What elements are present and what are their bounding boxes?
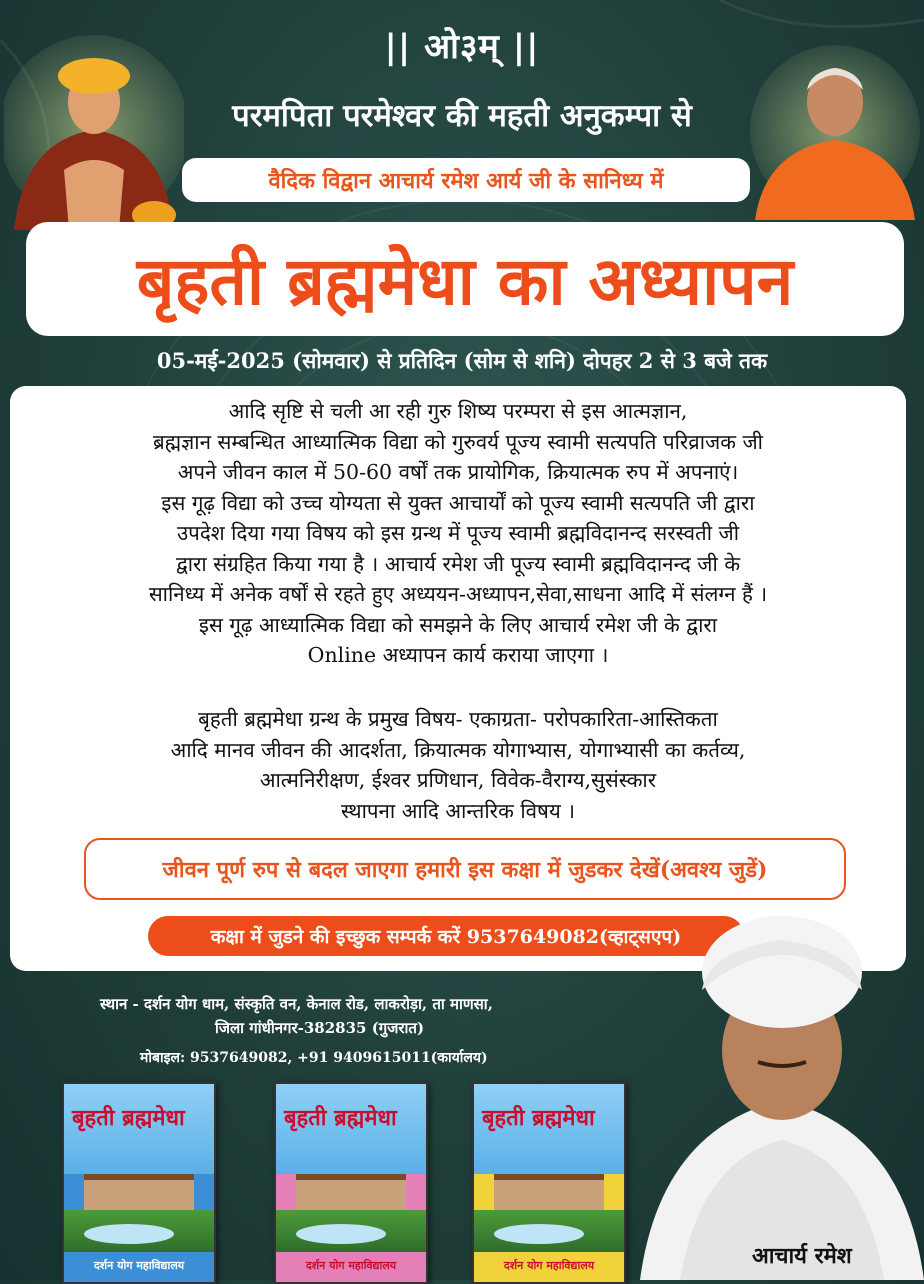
address-line-2: जिला गांधीनगर-382835 (गुजरात): [215, 1019, 425, 1037]
book-publisher: दर्शन योग महाविद्यालय: [64, 1252, 214, 1282]
description-line: ब्रह्मज्ञान सम्बन्धित आध्यात्मिक विद्या को गुरुवर्य पूज्य स्वामी सत्यपति परिव्राजक जी: [153, 429, 763, 454]
book-cover-3: [472, 1082, 626, 1284]
topics-line: आदि मानव जीवन की आदर्शता, क्रियात्मक योगाभ्यास, योगाभ्यासी का कर्तव्य,: [170, 737, 746, 762]
guidance-pill: वैदिक विद्वान आचार्य रमेश आर्य जी के सानिध्य में: [182, 158, 750, 202]
description-line: Online अध्यापन कार्य कराया जाएगा ।: [307, 643, 609, 667]
book-cover-2: [274, 1082, 428, 1284]
title-box: [26, 222, 904, 336]
topics-line: आत्मनिरीक्षण, ईश्वर प्रणिधान, विवेक-वैराग्य,सुसंस्कार: [259, 768, 657, 792]
description-line: अपने जीवन काल में 50-60 वर्षों तक प्रायोगिक, क्रियात्मक रुप में अपनाएं।: [177, 460, 739, 484]
acharya-caption: आचार्य रमेश: [752, 1243, 852, 1269]
book-title: बृहती ब्रह्ममेधा: [284, 1106, 397, 1131]
topics-line: बृहती ब्रह्ममेधा ग्रन्थ के प्रमुख विषय- एकाग्रता- परोपकारिता-आस्तिकता: [198, 707, 718, 731]
description-line: आदि सृष्टि से चली आ रही गुरु शिष्य परम्परा से इस आत्मज्ञान,: [228, 399, 688, 423]
book-title: बृहती ब्रह्ममेधा: [72, 1106, 185, 1131]
portrait-right: [750, 40, 920, 220]
description-line: उपदेश दिया गया विषय को इस ग्रन्थ में पूज्य स्वामी ब्रह्मविदानन्द सरस्वती जी: [176, 521, 740, 545]
address-line-1: स्थान - दर्शन योग धाम, संस्कृति वन, केनाल रोड, लाकरोड़ा, ता माणसा,: [100, 995, 493, 1013]
book-publisher: दर्शन योग महाविद्यालय: [474, 1252, 624, 1282]
om-heading: || ओ३म् ||: [384, 27, 540, 67]
description-line: इस गूढ़ विद्या को उच्च योग्यता से युक्त आचार्यों को पूज्य स्वामी सत्यपति जी द्वारा: [161, 490, 755, 515]
cta-pill: जीवन पूर्ण रुप से बदल जाएगा हमारी इस कक्षा में जुडकर देखें(अवश्य जुडें): [84, 838, 846, 900]
description-line: द्वारा संग्रहित किया गया है । आचार्य रमेश जी पूज्य स्वामी ब्रह्मविदानन्द जी के: [175, 551, 741, 576]
blessing-line: परमपिता परमेश्वर की महती अनुकम्पा से: [232, 98, 692, 134]
portrait-acharya: [640, 900, 924, 1280]
portrait-left: [4, 30, 184, 230]
description-line: इस गूढ़ आध्यात्मिक विद्या को समझने के लिए आचार्य रमेश जी के द्वारा: [198, 612, 718, 637]
book-title: बृहती ब्रह्ममेधा: [482, 1106, 595, 1131]
book-publisher: दर्शन योग महाविद्यालय: [276, 1252, 426, 1282]
description-line: सानिध्य में अनेक वर्षों से रहते हुए अध्ययन-अध्यापन,सेवा,साधना आदि में संलग्न हैं ।: [148, 582, 768, 606]
mobile-numbers: मोबाइल: 9537649082, +91 9409615011(कार्यालय): [140, 1050, 488, 1066]
schedule-line: 05-मई-2025 (सोमवार) से प्रतिदिन (सोम से शनि) दोपहर 2 से 3 बजे तक: [156, 348, 768, 373]
book-cover-1: [62, 1082, 216, 1284]
description-card: [10, 386, 906, 971]
description-paragraph: [20, 396, 896, 671]
topics-paragraph: [20, 704, 896, 826]
contact-button[interactable]: कक्षा में जुडने की इच्छुक सम्पर्क करें 9537649082(व्हाट्सएप): [148, 916, 744, 956]
topics-line: स्थापना आदि आन्तरिक विषय ।: [340, 798, 576, 823]
main-title: बृहती ब्रह्ममेधा का अध्यापन: [136, 243, 794, 320]
